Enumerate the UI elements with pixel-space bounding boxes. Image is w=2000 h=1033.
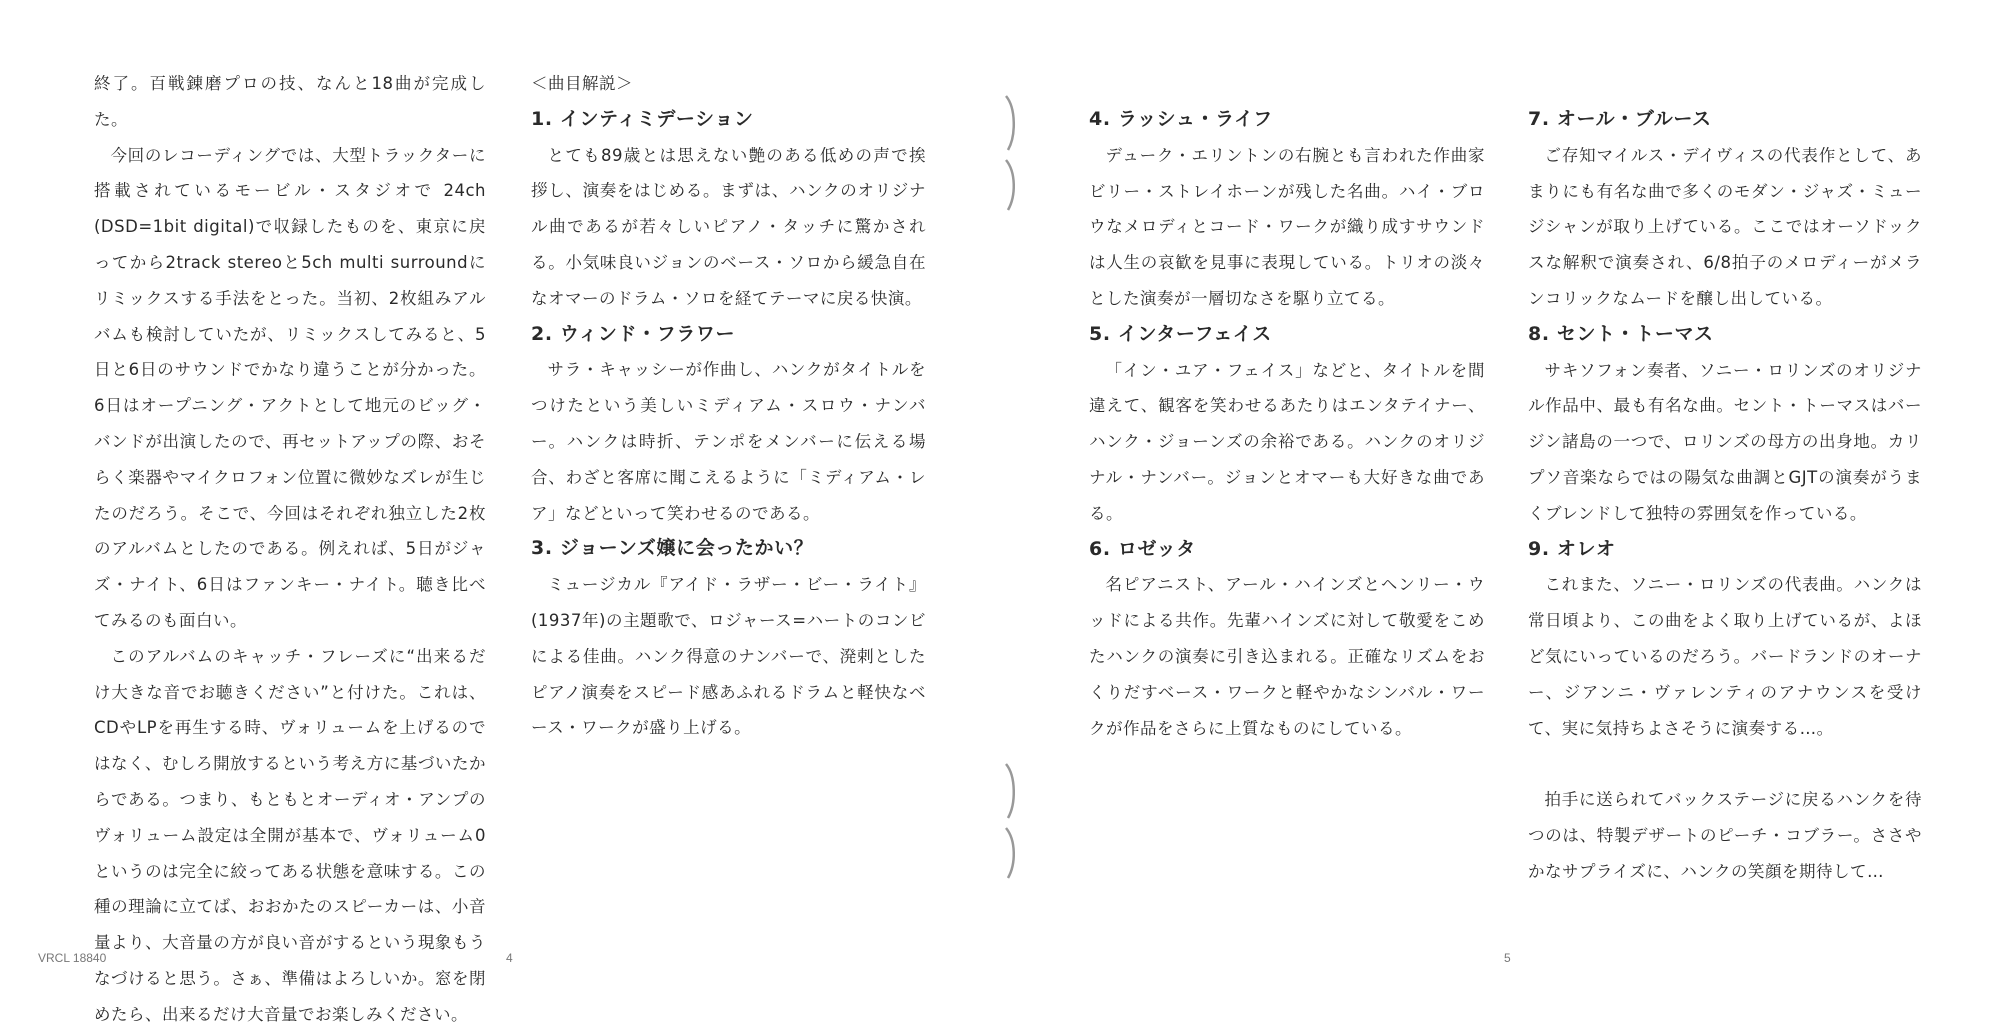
track-note bbox=[1089, 532, 1485, 747]
track-heading: 8. セント・トーマス bbox=[1528, 322, 1714, 345]
track-description: サキソフォン奏者、ソニー・ロリンズのオリジナル作品中、最も有名な曲。セント・トーマスはバージン諸島の一つで、ロリンズの母方の出身地。カリプソ音楽ならではの陽気な曲調とGJTの演奏がうまくブレンドして独特の雰囲気を作っている。 bbox=[1528, 360, 1922, 523]
track-description: これまた、ソニー・ロリンズの代表曲。ハンクは常日頃より、この曲をよく取り上げているが、よほど気にいっているのだろう。バードランドのオーナー、ジアンニ・ヴァレンティのアナウンスを受けて、実に気持ちよさそうに演奏する…。 bbox=[1528, 575, 1922, 738]
left-page-column-2 bbox=[531, 66, 926, 746]
track-heading: 1. インティミデーション bbox=[531, 107, 754, 130]
track-note bbox=[1528, 317, 1922, 532]
track-description: ミュージカル『アイド・ラザー・ビー・ライト』(1937年)の主題歌で、ロジャース=ハートのコンビによる佳曲。ハンク得意のナンバーで、溌剌としたピアノ演奏をスピード感あふれるドラムと軽快なベース・ワークが盛り上げる。 bbox=[531, 575, 926, 738]
track-description: 名ピアニスト、アール・ハインズとヘンリー・ウッドによる共作。先輩ハインズに対して敬愛をこめたハンクの演奏に引き込まれる。正確なリズムをおくりだすベース・ワークと軽やかなシンバル・ワークが作品をさらに上質なものにしている。 bbox=[1089, 575, 1485, 738]
track-note bbox=[1089, 317, 1485, 532]
right-page-column-2 bbox=[1528, 102, 1922, 890]
track-heading: 2. ウィンド・フラワー bbox=[531, 322, 736, 345]
recording-paragraph: 今回のレコーディングでは、大型トラックターに搭載されているモービル・スタジオで 24ch (DSD=1bit digital)で収録したものを、東京に戻ってから2track stereoと5ch multi surroundにリミックスする手法をとった。当初、2枚組みアルバムも検討していたが、リミックスしてみると、5日と6日のサウンドでかなり違うことが分かった。6日はオープニング・アクトとして地元のビッグ・バンドが出演したので、再セットアップの際、おそらく楽器やマイクロフォン位置に微妙なズレが生じたのだろう。そこで、今回はそれぞれ独立した2枚のアルバムとしたのである。例えれば、5日がジャズ・ナイト、6日はファンキー・ナイト。聴き比べてみるのも面白い。 bbox=[94, 145, 486, 630]
track-note bbox=[531, 102, 926, 317]
continuation-text: 終了。百戦錬磨プロの技、なんと18曲が完成した。 bbox=[94, 74, 486, 129]
track-heading: 4. ラッシュ・ライフ bbox=[1089, 108, 1273, 130]
track-notes-title: ＜曲目解説＞ bbox=[531, 74, 633, 93]
track-note bbox=[531, 531, 926, 746]
track-note bbox=[1089, 102, 1485, 317]
track-description: サラ・キャッシーが作曲し、ハンクがタイトルをつけたという美しいミディアム・スロウ・ナンバー。ハンクは時折、テンポをメンバーに伝える場合、わざと客席に聞こえるように「ミディアム・レア」などといって笑わせるのである。 bbox=[531, 360, 926, 523]
right-page-column-1 bbox=[1089, 102, 1485, 746]
track-description: デューク・エリントンの右腕とも言われた作曲家ビリー・ストレイホーンが残した名曲。ハイ・ブロウなメロディとコード・ワークが織り成すサウンドは人生の哀歓を見事に表現している。トリオの淡々とした演奏が一層切なさを駆り立てる。 bbox=[1089, 145, 1485, 308]
catchphrase-paragraph: このアルバムのキャッチ・フレーズに“出来るだけ大きな音でお聴きください”と付けた。これは、CDやLPを再生する時、ヴォリュームを上げるのではなく、むしろ開放するという考え方に基づいたからである。つまり、もともとオーディオ・アンプのヴォリューム設定は全開が基本で、ヴォリューム0というのは完全に絞ってある状態を意味する。この種の理論に立てば、おおかたのスピーカーは、小音量より、大音量の方が良い音がするという現象もうなづけると思う。さぁ、準備はよろしいか。窓を閉めたら、出来るだけ大音量でお楽しみください。 bbox=[94, 646, 486, 1024]
page-number: 4 bbox=[506, 951, 513, 965]
track-heading: 3. ジョーンズ嬢に会ったかい？ bbox=[531, 537, 814, 560]
left-page bbox=[0, 0, 1000, 1024]
track-heading: 5. インターフェイス bbox=[1089, 322, 1272, 345]
right-page bbox=[1000, 0, 2000, 993]
page-number: 5 bbox=[1504, 951, 1511, 965]
track-description: 「イン・ユア・フェイス」などと、タイトルを間違えて、観客を笑わせるあたりはエンタテイナー、ハンク・ジョーンズの余裕である。ハンクのオリジナル・ナンバー。ジョンとオマーも大好きな曲である。 bbox=[1089, 360, 1485, 523]
track-note bbox=[1528, 532, 1922, 747]
track-heading: 7. オール・ブルース bbox=[1528, 108, 1712, 130]
track-note bbox=[1528, 102, 1922, 317]
track-description: とても89歳とは思えない艶のある低めの声で挨拶し、演奏をはじめる。まずは、ハンクのオリジナル曲であるが若々しいピアノ・タッチに驚かされる。小気味良いジョンのベース・ソロから緩急自在なオマーのドラム・ソロを経てテーマに戻る快演。 bbox=[531, 145, 926, 308]
paragraph-gap bbox=[1528, 746, 1922, 782]
track-note bbox=[531, 317, 926, 532]
track-heading: 9. オレオ bbox=[1528, 537, 1616, 560]
left-page-column-1 bbox=[94, 66, 486, 1033]
closing-paragraph: 拍手に送られてバックステージに戻るハンクを待つのは、特製デザートのピーチ・コブラー。ささやかなサプライズに、ハンクの笑顔を期待して… bbox=[1528, 790, 1922, 881]
catalog-number: VRCL 18840 bbox=[38, 951, 107, 965]
track-heading: 6. ロゼッタ bbox=[1089, 537, 1196, 560]
track-description: ご存知マイルス・デイヴィスの代表作として、あまりにも有名な曲で多くのモダン・ジャズ・ミュージシャンが取り上げている。ここではオーソドックスな解釈で演奏され、6/8拍子のメロディーがメランコリックなムードを醸し出している。 bbox=[1528, 145, 1922, 308]
